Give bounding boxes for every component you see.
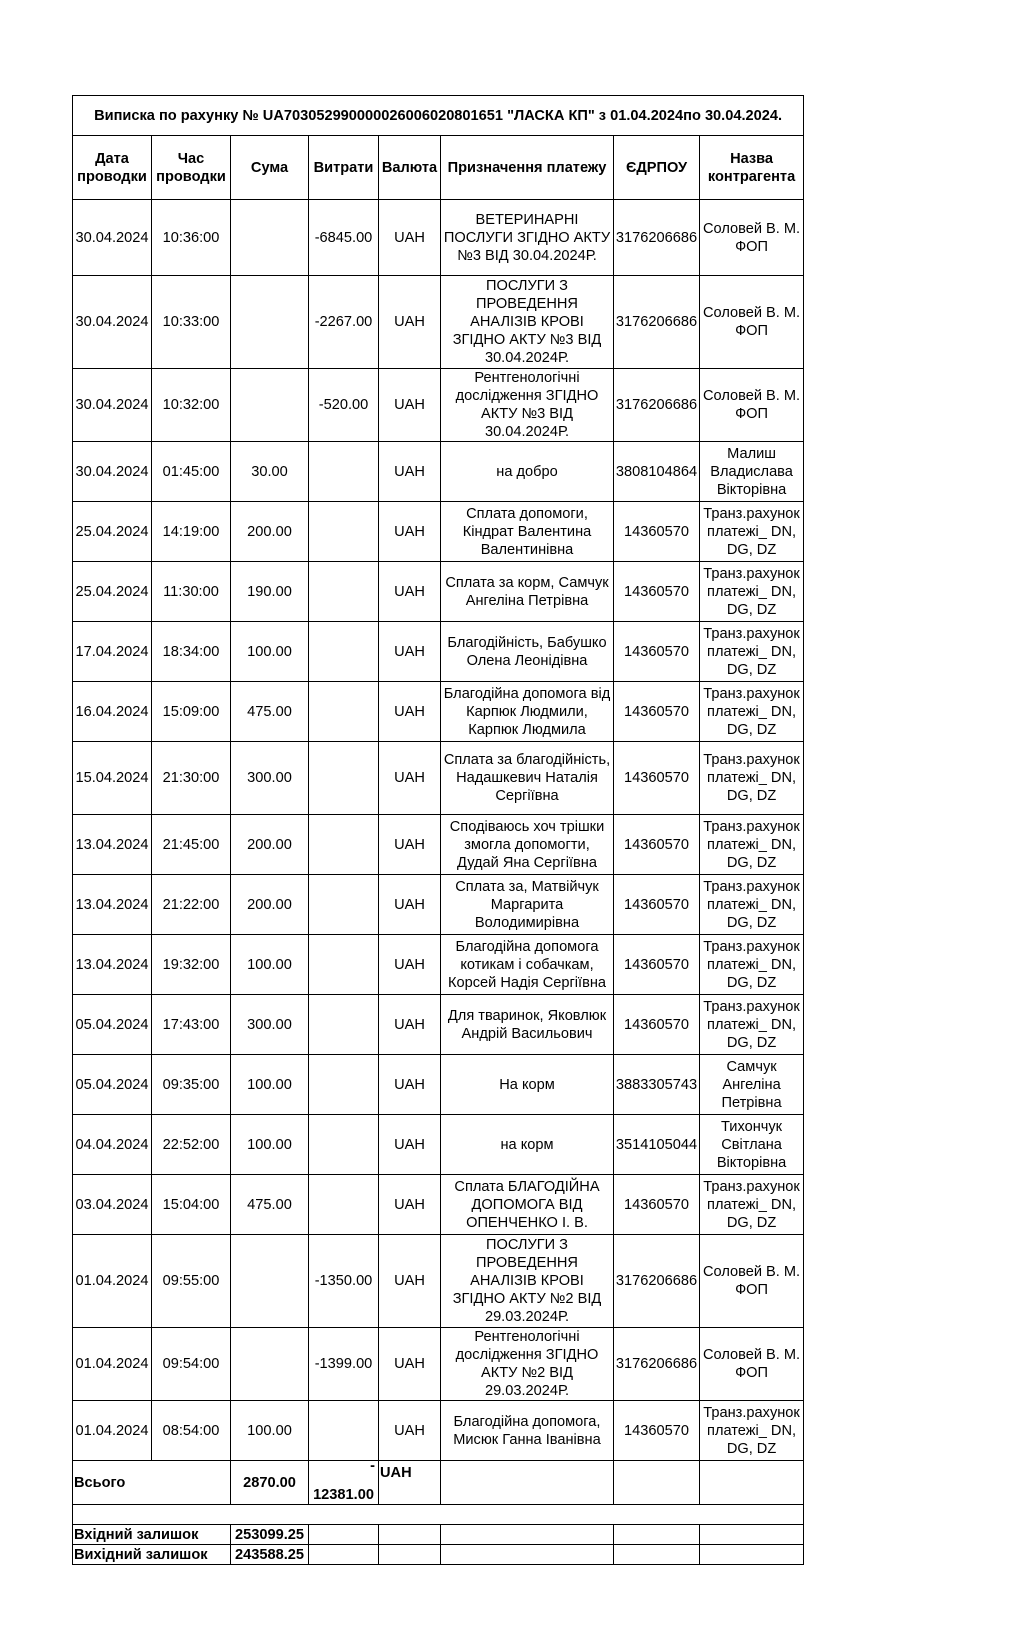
closing-balance-label: Вихідний залишок [73, 1545, 231, 1565]
row-expense [309, 815, 379, 875]
row-currency: UAH [379, 369, 441, 442]
totals-label: Всього [73, 1461, 231, 1505]
row-sum: 300.00 [231, 995, 309, 1055]
row-counterparty: Соловей В. М. ФОП [700, 369, 804, 442]
table-row [73, 742, 804, 815]
row-expense [309, 682, 379, 742]
table-row [73, 1328, 804, 1401]
row-date: 05.04.2024 [73, 1055, 152, 1115]
row-sum: 475.00 [231, 1175, 309, 1235]
statement-title: Виписка по рахунку № UA703052990000026006020801651 "ЛАСКА КП" з 01.04.2024по 30.04.2024. [73, 96, 804, 136]
row-time: 10:36:00 [152, 200, 231, 276]
table-row [73, 875, 804, 935]
row-currency: UAH [379, 502, 441, 562]
row-time: 09:55:00 [152, 1235, 231, 1328]
totals-empty-3 [700, 1461, 804, 1505]
row-edrpou: 3176206686 [614, 200, 700, 276]
row-edrpou: 3176206686 [614, 276, 700, 369]
row-time: 09:35:00 [152, 1055, 231, 1115]
header-currency: Валюта [379, 136, 441, 200]
row-purpose: ПОСЛУГИ З ПРОВЕДЕННЯ АНАЛІЗІВ КРОВІ ЗГІДНО АКТУ №3 ВІД 30.04.2024Р. [441, 276, 614, 369]
table-row [73, 369, 804, 442]
row-edrpou: 3176206686 [614, 1328, 700, 1401]
row-time: 15:04:00 [152, 1175, 231, 1235]
row-sum: 30.00 [231, 442, 309, 502]
row-expense: -6845.00 [309, 200, 379, 276]
row-counterparty: Транз.рахунок платежі_ DN, DG, DZ [700, 502, 804, 562]
row-currency: UAH [379, 562, 441, 622]
row-date: 05.04.2024 [73, 995, 152, 1055]
row-currency: UAH [379, 742, 441, 815]
row-time: 17:43:00 [152, 995, 231, 1055]
table-row [73, 682, 804, 742]
header-expenses: Витрати [309, 136, 379, 200]
row-counterparty: Транз.рахунок платежі_ DN, DG, DZ [700, 935, 804, 995]
row-purpose: Благодійність, Бабушко Олена Леонідівна [441, 622, 614, 682]
opening-balance-value: 253099.25 [231, 1525, 309, 1545]
totals-sum: 2870.00 [231, 1461, 309, 1505]
row-date: 25.04.2024 [73, 562, 152, 622]
spacer-row [73, 1505, 804, 1525]
header-date: Дата проводки [73, 136, 152, 200]
row-time: 08:54:00 [152, 1401, 231, 1461]
row-time: 09:54:00 [152, 1328, 231, 1401]
header-time: Час проводки [152, 136, 231, 200]
row-expense [309, 875, 379, 935]
row-purpose: Сплата за корм, Самчук Ангеліна Петрівна [441, 562, 614, 622]
row-edrpou: 14360570 [614, 875, 700, 935]
row-purpose: Сплата допомоги, Кіндрат Валентина Валентинівна [441, 502, 614, 562]
row-sum [231, 276, 309, 369]
row-sum [231, 200, 309, 276]
row-sum: 200.00 [231, 815, 309, 875]
row-purpose: Для тваринок, Яковлюк Андрій Васильович [441, 995, 614, 1055]
row-counterparty: Транз.рахунок платежі_ DN, DG, DZ [700, 742, 804, 815]
row-currency: UAH [379, 442, 441, 502]
opening-balance-label: Вхідний залишок [73, 1525, 231, 1545]
row-expense [309, 935, 379, 995]
row-purpose: Сплата БЛАГОДІЙНА ДОПОМОГА ВІД ОПЕНЧЕНКО І. В. [441, 1175, 614, 1235]
row-purpose: На корм [441, 1055, 614, 1115]
opening-balance-row [73, 1525, 804, 1545]
row-edrpou: 3176206686 [614, 1235, 700, 1328]
row-date: 17.04.2024 [73, 622, 152, 682]
totals-empty-2 [614, 1461, 700, 1505]
row-currency: UAH [379, 815, 441, 875]
table-row [73, 442, 804, 502]
table-row [73, 935, 804, 995]
table-row [73, 502, 804, 562]
row-sum: 190.00 [231, 562, 309, 622]
row-time: 10:33:00 [152, 276, 231, 369]
row-expense: -1350.00 [309, 1235, 379, 1328]
row-purpose: Сплата за благодійність, Надашкевич Наталія Сергіївна [441, 742, 614, 815]
header-row [73, 136, 804, 200]
table-row [73, 1115, 804, 1175]
row-time: 10:32:00 [152, 369, 231, 442]
row-sum: 100.00 [231, 1401, 309, 1461]
table-row [73, 995, 804, 1055]
row-date: 13.04.2024 [73, 815, 152, 875]
row-sum [231, 1328, 309, 1401]
row-expense [309, 742, 379, 815]
row-sum: 200.00 [231, 875, 309, 935]
row-purpose: Сподіваюсь хоч трішки змогла допомогти, Дудай Яна Сергіївна [441, 815, 614, 875]
row-date: 13.04.2024 [73, 875, 152, 935]
table-row [73, 200, 804, 276]
row-counterparty: Соловей В. М. ФОП [700, 1235, 804, 1328]
row-date: 01.04.2024 [73, 1401, 152, 1461]
row-date: 13.04.2024 [73, 935, 152, 995]
table-row [73, 1235, 804, 1328]
row-currency: UAH [379, 622, 441, 682]
row-currency: UAH [379, 1401, 441, 1461]
row-time: 14:19:00 [152, 502, 231, 562]
row-expense [309, 995, 379, 1055]
row-expense [309, 1115, 379, 1175]
row-sum: 100.00 [231, 622, 309, 682]
totals-currency: UAH [379, 1461, 441, 1505]
row-time: 18:34:00 [152, 622, 231, 682]
row-counterparty: Транз.рахунок платежі_ DN, DG, DZ [700, 1401, 804, 1461]
row-sum: 200.00 [231, 502, 309, 562]
row-expense [309, 1401, 379, 1461]
row-edrpou: 3514105044 [614, 1115, 700, 1175]
row-expense [309, 562, 379, 622]
row-date: 30.04.2024 [73, 276, 152, 369]
row-sum: 475.00 [231, 682, 309, 742]
row-sum [231, 369, 309, 442]
row-date: 04.04.2024 [73, 1115, 152, 1175]
row-sum: 300.00 [231, 742, 309, 815]
row-edrpou: 14360570 [614, 562, 700, 622]
header-sum: Сума [231, 136, 309, 200]
table-row [73, 1401, 804, 1461]
row-currency: UAH [379, 682, 441, 742]
row-sum [231, 1235, 309, 1328]
row-time: 01:45:00 [152, 442, 231, 502]
row-expense: -1399.00 [309, 1328, 379, 1401]
row-expense [309, 442, 379, 502]
row-date: 30.04.2024 [73, 442, 152, 502]
table-row [73, 1175, 804, 1235]
row-purpose: Благодійна допомога від Карпюк Людмили, Карпюк Людмила [441, 682, 614, 742]
row-date: 01.04.2024 [73, 1328, 152, 1401]
row-time: 22:52:00 [152, 1115, 231, 1175]
row-date: 03.04.2024 [73, 1175, 152, 1235]
row-purpose: на корм [441, 1115, 614, 1175]
totals-expense-sign: - [370, 1460, 375, 1474]
row-expense [309, 1175, 379, 1235]
totals-expense-cell [309, 1461, 379, 1505]
row-edrpou: 3808104864 [614, 442, 700, 502]
row-edrpou: 14360570 [614, 935, 700, 995]
closing-balance-value: 243588.25 [231, 1545, 309, 1565]
row-edrpou: 3883305743 [614, 1055, 700, 1115]
row-expense: -2267.00 [309, 276, 379, 369]
row-purpose: ПОСЛУГИ З ПРОВЕДЕННЯ АНАЛІЗІВ КРОВІ ЗГІДНО АКТУ №2 ВІД 29.03.2024Р. [441, 1235, 614, 1328]
table-row [73, 1055, 804, 1115]
row-sum: 100.00 [231, 1055, 309, 1115]
row-currency: UAH [379, 1055, 441, 1115]
row-edrpou: 14360570 [614, 682, 700, 742]
row-purpose: Рентгенологічні дослідження ЗГІДНО АКТУ №2 ВІД 29.03.2024Р. [441, 1328, 614, 1401]
row-expense [309, 622, 379, 682]
closing-balance-row [73, 1545, 804, 1565]
table-row [73, 622, 804, 682]
row-currency: UAH [379, 276, 441, 369]
table-row [73, 815, 804, 875]
row-edrpou: 14360570 [614, 622, 700, 682]
row-counterparty: Транз.рахунок платежі_ DN, DG, DZ [700, 875, 804, 935]
row-edrpou: 14360570 [614, 742, 700, 815]
statement-table [72, 95, 804, 1565]
row-edrpou: 14360570 [614, 995, 700, 1055]
row-date: 15.04.2024 [73, 742, 152, 815]
row-date: 16.04.2024 [73, 682, 152, 742]
row-time: 15:09:00 [152, 682, 231, 742]
row-expense [309, 502, 379, 562]
row-purpose: Благодійна допомога котикам і собачкам, Корсей Надія Сергіївна [441, 935, 614, 995]
transactions-body [73, 200, 804, 1461]
row-currency: UAH [379, 875, 441, 935]
row-time: 21:22:00 [152, 875, 231, 935]
row-expense [309, 1055, 379, 1115]
row-counterparty: Соловей В. М. ФОП [700, 1328, 804, 1401]
row-edrpou: 14360570 [614, 1401, 700, 1461]
row-purpose: Сплата за, Матвійчук Маргарита Володимирівна [441, 875, 614, 935]
row-purpose: ВЕТЕРИНАРНІ ПОСЛУГИ ЗГІДНО АКТУ №3 ВІД 30.04.2024Р. [441, 200, 614, 276]
row-counterparty: Самчук Ангеліна Петрівна [700, 1055, 804, 1115]
row-counterparty: Соловей В. М. ФОП [700, 200, 804, 276]
row-purpose: Рентгенологічні дослідження ЗГІДНО АКТУ №3 ВІД 30.04.2024Р. [441, 369, 614, 442]
row-counterparty: Транз.рахунок платежі_ DN, DG, DZ [700, 562, 804, 622]
row-time: 21:30:00 [152, 742, 231, 815]
header-counterparty: Назва контрагента [700, 136, 804, 200]
row-edrpou: 3176206686 [614, 369, 700, 442]
row-date: 30.04.2024 [73, 200, 152, 276]
row-expense: -520.00 [309, 369, 379, 442]
row-time: 19:32:00 [152, 935, 231, 995]
row-currency: UAH [379, 1235, 441, 1328]
row-counterparty: Малиш Владислава Вікторівна [700, 442, 804, 502]
row-currency: UAH [379, 1175, 441, 1235]
row-date: 30.04.2024 [73, 369, 152, 442]
row-currency: UAH [379, 1115, 441, 1175]
table-row [73, 276, 804, 369]
row-time: 11:30:00 [152, 562, 231, 622]
row-counterparty: Тихончук Світлана Вікторівна [700, 1115, 804, 1175]
row-time: 21:45:00 [152, 815, 231, 875]
table-row [73, 562, 804, 622]
row-currency: UAH [379, 1328, 441, 1401]
row-edrpou: 14360570 [614, 815, 700, 875]
row-counterparty: Транз.рахунок платежі_ DN, DG, DZ [700, 622, 804, 682]
row-edrpou: 14360570 [614, 1175, 700, 1235]
row-currency: UAH [379, 200, 441, 276]
row-counterparty: Транз.рахунок платежі_ DN, DG, DZ [700, 995, 804, 1055]
row-counterparty: Соловей В. М. ФОП [700, 276, 804, 369]
row-date: 25.04.2024 [73, 502, 152, 562]
row-date: 01.04.2024 [73, 1235, 152, 1328]
row-sum: 100.00 [231, 1115, 309, 1175]
totals-expense: 12381.00 [313, 1487, 374, 1503]
row-edrpou: 14360570 [614, 502, 700, 562]
row-currency: UAH [379, 935, 441, 995]
header-edrpou: ЄДРПОУ [614, 136, 700, 200]
header-purpose: Призначення платежу [441, 136, 614, 200]
row-counterparty: Транз.рахунок платежі_ DN, DG, DZ [700, 682, 804, 742]
row-sum: 100.00 [231, 935, 309, 995]
row-currency: UAH [379, 995, 441, 1055]
totals-row [73, 1461, 804, 1505]
totals-empty-1 [441, 1461, 614, 1505]
row-purpose: Благодійна допомога, Мисюк Ганна Іванівна [441, 1401, 614, 1461]
row-counterparty: Транз.рахунок платежі_ DN, DG, DZ [700, 1175, 804, 1235]
row-counterparty: Транз.рахунок платежі_ DN, DG, DZ [700, 815, 804, 875]
row-purpose: на добро [441, 442, 614, 502]
